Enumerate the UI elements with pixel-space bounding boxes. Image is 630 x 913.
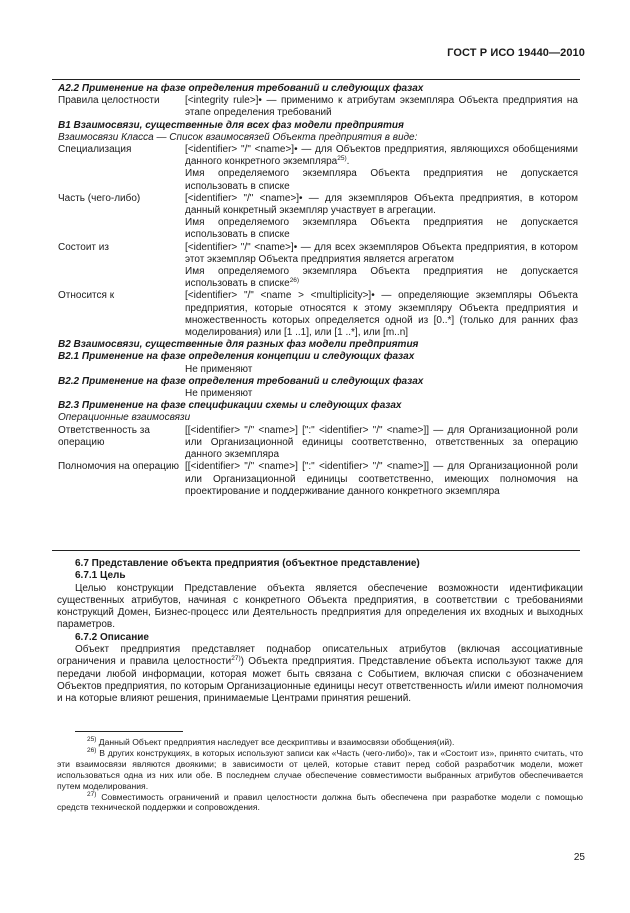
section-a22-title: A2.2 Применение на фазе определения требований и следующих фазах <box>58 83 424 94</box>
footnote-marker: 25) <box>87 736 97 743</box>
section-b1-title: B1 Взаимосвязи, существенные для всех фаз модели предприятия <box>58 119 404 131</box>
section-b23-title: B2.3 Применение на фазе спецификации схемы и следующих фазах <box>58 400 402 412</box>
row-label: Часть (чего-либо) <box>58 192 141 204</box>
footnote-ref: 26) <box>289 277 300 285</box>
footnotes <box>57 737 583 813</box>
row-note-text: Имя определяемого экземпляра Объекта предприятия не допускается использовать в списке <box>185 266 578 290</box>
row-description: [<identifier> "/" <name>]• — для всех экземпляров Объекта предприятия, в котором этот экземпляр Объекта предприятия является агрегатом <box>185 241 578 265</box>
page-number: 25 <box>573 852 585 863</box>
footnote-text: Совместимость ограничений и правил целостности должна быть обеспечена при разработке модели с помощью средств технической поддержки и сопровождения. <box>57 791 583 813</box>
row-description: [<identifier> "/" <name>]• — для Объектов предприятия, являющихся обобщениями данного конкретного экземпляра$^{25)}$. <box>185 144 578 168</box>
table-row <box>58 242 578 266</box>
paragraph-description <box>57 644 583 705</box>
section-b22-title: B2.2 Применение на фазе определения требований и следующих фазах <box>58 375 424 387</box>
section-b21-title: B2.1 Применение на фазе определения концепции и следующих фазах <box>58 351 415 363</box>
heading-6-7: 6.7 Представление объекта предприятия (объектное представление) <box>75 558 420 569</box>
paragraph-purpose: Целью конструкции Представление объекта является обеспечение возможности идентификации существенных атрибутов, начиная с конкретного Объекта предприятия, в соответствии с требованиями конструкций Домен, Бизнес-процесс или Деятельность предприятия для определения их входных и выходных параметров. <box>57 582 583 631</box>
table-row <box>58 290 578 339</box>
footnote-text: Данный Объект предприятия наследует все дескриптивы и взаимосвязи обобщения(ий). <box>96 737 455 747</box>
table-row <box>58 425 578 462</box>
paragraph-text: Объект предприятия представляет поднабор описательных атрибутов (включая ассоциативные ограничения и правила целостности <box>57 644 583 668</box>
row-note: Имя определяемого экземпляра Объекта предприятия не допускается использовать в списке <box>185 168 578 192</box>
row-label: Специализация <box>58 144 132 156</box>
paragraph-text: ) Объекта предприятия. Представление объекта используют также для передачи любой информации, которая может быть связана с Событием, включая списки с обозначением Объектов предприятия, по которым Организационные единицы несут ответственность и/или имеют полномочия и на которые влияют решения, принимаемые Центрами принятия решений. <box>57 656 583 705</box>
footnote-26 <box>57 748 583 792</box>
row-description: [<identifier> "/" <name > <multiplicity>]• — определяющие экземпляры Объекта предприятия, которые относятся к этому экземпляру Объекта предприятия и множественность которых определяется одной из [0..*] (только для ранних фаз моделирования) или [1 ..1], или [1 ..*], или [m..n] <box>185 290 578 339</box>
footnote-25 <box>57 737 583 748</box>
row-description: [[<identifier> "/" <name>] [":" <identifier> "/" <name>]] — для Организационной роли или Организационной единицы соответственно, ответственных за операцию данного экземпляра <box>185 424 578 461</box>
not-applicable-text: Не применяют <box>185 388 253 400</box>
row-description: [[<identifier> "/" <name>] [":" <identifier> "/" <name>]] — для Организационной роли или Организационной единицы соответственно, имеющих полномочия на проектирование и поддерживание данного конкретного экземпляра <box>185 461 578 497</box>
attributes-table <box>58 83 578 498</box>
footnote-marker: 27) <box>87 790 97 798</box>
main-text <box>57 558 583 706</box>
row-note <box>58 266 578 290</box>
row-label: Правила целостности <box>58 95 160 107</box>
footnote-marker: 26) <box>87 746 97 754</box>
heading-6-7-2: 6.7.2 Описание <box>75 631 149 643</box>
footnote-divider <box>75 731 183 732</box>
footnote-ref: 27) <box>231 655 241 663</box>
section-b2-title: B2 Взаимосвязи, существенные для разных фаз модели предприятия <box>58 339 419 351</box>
standard-header: ГОСТ Р ИСО 19440—2010 <box>447 47 585 59</box>
footnote-27 <box>57 792 583 814</box>
row-label: Относится к <box>58 290 115 302</box>
row-description: [<integrity rule>]• — применимо к атрибутам экземпляра Объекта предприятия на этапе определения требований <box>185 95 578 119</box>
section-b1-subtitle: Взаимосвязи Класса — Список взаимосвязей Объекта предприятия в виде: <box>58 131 418 143</box>
table-row <box>58 193 578 217</box>
table-row <box>58 144 578 168</box>
not-applicable-text: Не применяют <box>185 363 253 375</box>
row-description-text: [<identifier> "/" <name>]• — для Объектов предприятия, являющихся обобщениями данного конкретного экземпляра <box>185 144 578 168</box>
row-label: Состоит из <box>58 241 109 253</box>
footnote-text: В других конструкциях, в которых используют записи как «Часть (чего-либо)», так и «Состоит из», принято считать, что эти взаимосвязи являются двоякими; в зависимости от целей, которые ставит перед собой разработчик модели, может использоваться одна из них или обе. В последнем случае обеспечение совместимости выбранных атрибутов обеспечивается путем моделирования. <box>57 747 583 791</box>
heading-6-7-1: 6.7.1 Цель <box>75 570 126 582</box>
footnote-ref: 25) <box>337 155 347 163</box>
row-description: [<identifier> "/" <name>]• — для экземпляров Объекта предприятия, в котором данный конкретный экземпляр участвует в агрегации. <box>185 192 578 217</box>
operational-subtitle: Операционные взаимосвязи <box>58 412 191 424</box>
table-row <box>58 461 578 498</box>
table-row <box>58 95 578 119</box>
row-label: Полномочия на операцию <box>58 461 179 473</box>
row-note: Имя определяемого экземпляра Объекта предприятия не допускается использовать в списке <box>185 217 578 241</box>
row-label: Ответственность за операцию <box>58 424 150 448</box>
